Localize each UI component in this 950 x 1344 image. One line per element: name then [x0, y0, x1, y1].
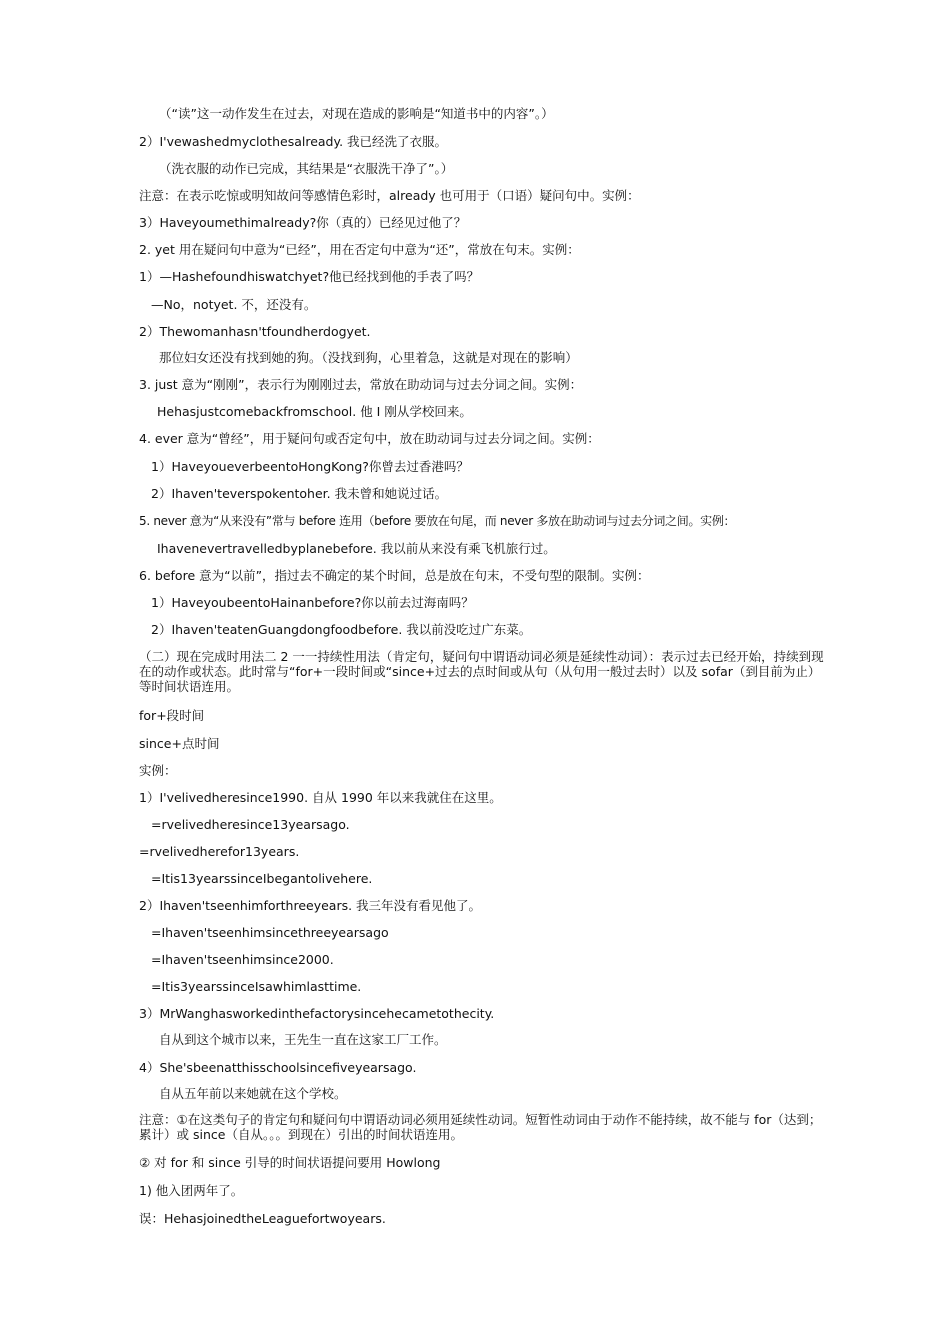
text-line: =Itis3yearssinceIsawhimlasttime.	[151, 979, 362, 994]
text-line: 1) 他入团两年了。	[139, 1183, 244, 1198]
text-line: 3）Haveyoumethimalready?你（真的）已经见过他了？	[139, 215, 467, 230]
text-line: 2）Ihaven'tseenhimforthreeyears. 我三年没有看见他了。	[139, 898, 482, 913]
text-line: Ihavenevertravelledbyplanebefore. 我以前从来没有乘飞机旅行过。	[157, 541, 556, 556]
text-line: 6. before 意为“以前”，指过去不确定的某个时间，总是放在句末，不受句型的限制。实例：	[139, 568, 650, 583]
text-line: since+点时间	[139, 736, 220, 751]
text-line: 那位妇女还没有找到她的狗。（没找到狗，心里着急，这就是对现在的影响）	[159, 350, 578, 365]
text-line: 误：HehasjoinedtheLeaguefortwoyears.	[139, 1211, 386, 1226]
text-line: 3. just 意为“刚刚”，表示行为刚刚过去，常放在助动词与过去分词之间。实例：	[139, 377, 583, 392]
text-line: ② 对 for 和 since 引导的时间状语提问要用 Howlong	[139, 1155, 441, 1170]
text-line: 2）Ihaven'teverspokentoher. 我未曾和她说过话。	[151, 486, 448, 501]
text-line: 1）I'velivedheresince1990. 自从 1990 年以来我就住在这里。	[139, 790, 502, 805]
text-line: for+段时间	[139, 708, 205, 723]
text-paragraph: 注意：①在这类句子的肯定句和疑问句中谓语动词必须用延续性动词。短暂性动词由于动作不能持续，故不能与 for（达到；累计）或 since（自从。。。到现在）引出的时间状语连用。	[139, 1112, 822, 1142]
text-line: =Ihaven'tseenhimsince2000.	[151, 952, 334, 967]
text-line: 2）Ihaven'teatenGuangdongfoodbefore. 我以前没吃过广东菜。	[151, 622, 532, 637]
text-line: 1）—Hashefoundhiswatchyet?他已经找到他的手表了吗？	[139, 269, 480, 284]
text-line: 实例：	[139, 763, 177, 778]
text-line: 3）MrWanghasworkedinthefactorysincehecametothecity.	[139, 1006, 495, 1021]
text-line: 5. never 意为“从来没有”常与 before 连用（before 要放在句尾，而 never 多放在助动词与过去分词之间。实例：	[139, 514, 736, 528]
text-line: —No，notyet. 不，还没有。	[151, 297, 317, 312]
text-line: 自从五年前以来她就在这个学校。	[159, 1086, 347, 1101]
text-line: 2）Thewomanhasn'tfoundherdogyet.	[139, 324, 371, 339]
text-paragraph: （二）现在完成时用法二 2 一一持续性用法（肯定句，疑问句中谓语动词必须是延续性动词）：表示过去已经开始，持续到现在的动作或状态。此时常与“for+一段时间或“since+过去的点时间或从句（从句用一般过去时）以及 sofar（到目前为止）等时间状语连用。	[139, 649, 824, 694]
text-line: 1）HaveyoueverbeentoHongKong?你曾去过香港吗？	[151, 459, 469, 474]
text-line: （“读”这一动作发生在过去，对现在造成的影响是“知道书中的内容”。）	[159, 106, 554, 121]
text-line: 2. yet 用在疑问句中意为“已经”，用在否定句中意为“还”，常放在句末。实例：	[139, 242, 580, 257]
text-line: =rvelivedherefor13years.	[139, 844, 300, 859]
text-line: =Ihaven'tseenhimsincethreeyearsago	[151, 925, 389, 940]
text-line: =Itis13yearssinceIbegantolivehere.	[151, 871, 373, 886]
text-line: =rvelivedheresince13yearsago.	[151, 817, 350, 832]
text-line: 4. ever 意为“曾经”，用于疑问句或否定句中，放在助动词与过去分词之间。实例：	[139, 431, 600, 446]
text-line: 注意：在表示吃惊或明知故问等感情色彩时，already 也可用于（口语）疑问句中。实例：	[139, 188, 640, 203]
text-line: Hehasjustcomebackfromschool. 他 I 刚从学校回来。	[157, 404, 472, 419]
text-line: 自从到这个城市以来，王先生一直在这家工厂工作。	[159, 1032, 447, 1047]
text-line: 2）I'vewashedmyclothesalready. 我已经洗了衣服。	[139, 134, 448, 149]
text-line: 4）She'sbeenatthisschoolsincefiveyearsago.	[139, 1060, 417, 1075]
text-line: （洗衣服的动作已完成，其结果是“衣服洗干净了”。）	[159, 161, 454, 176]
text-line: 1）HaveyoubeentoHainanbefore?你以前去过海南吗？	[151, 595, 474, 610]
